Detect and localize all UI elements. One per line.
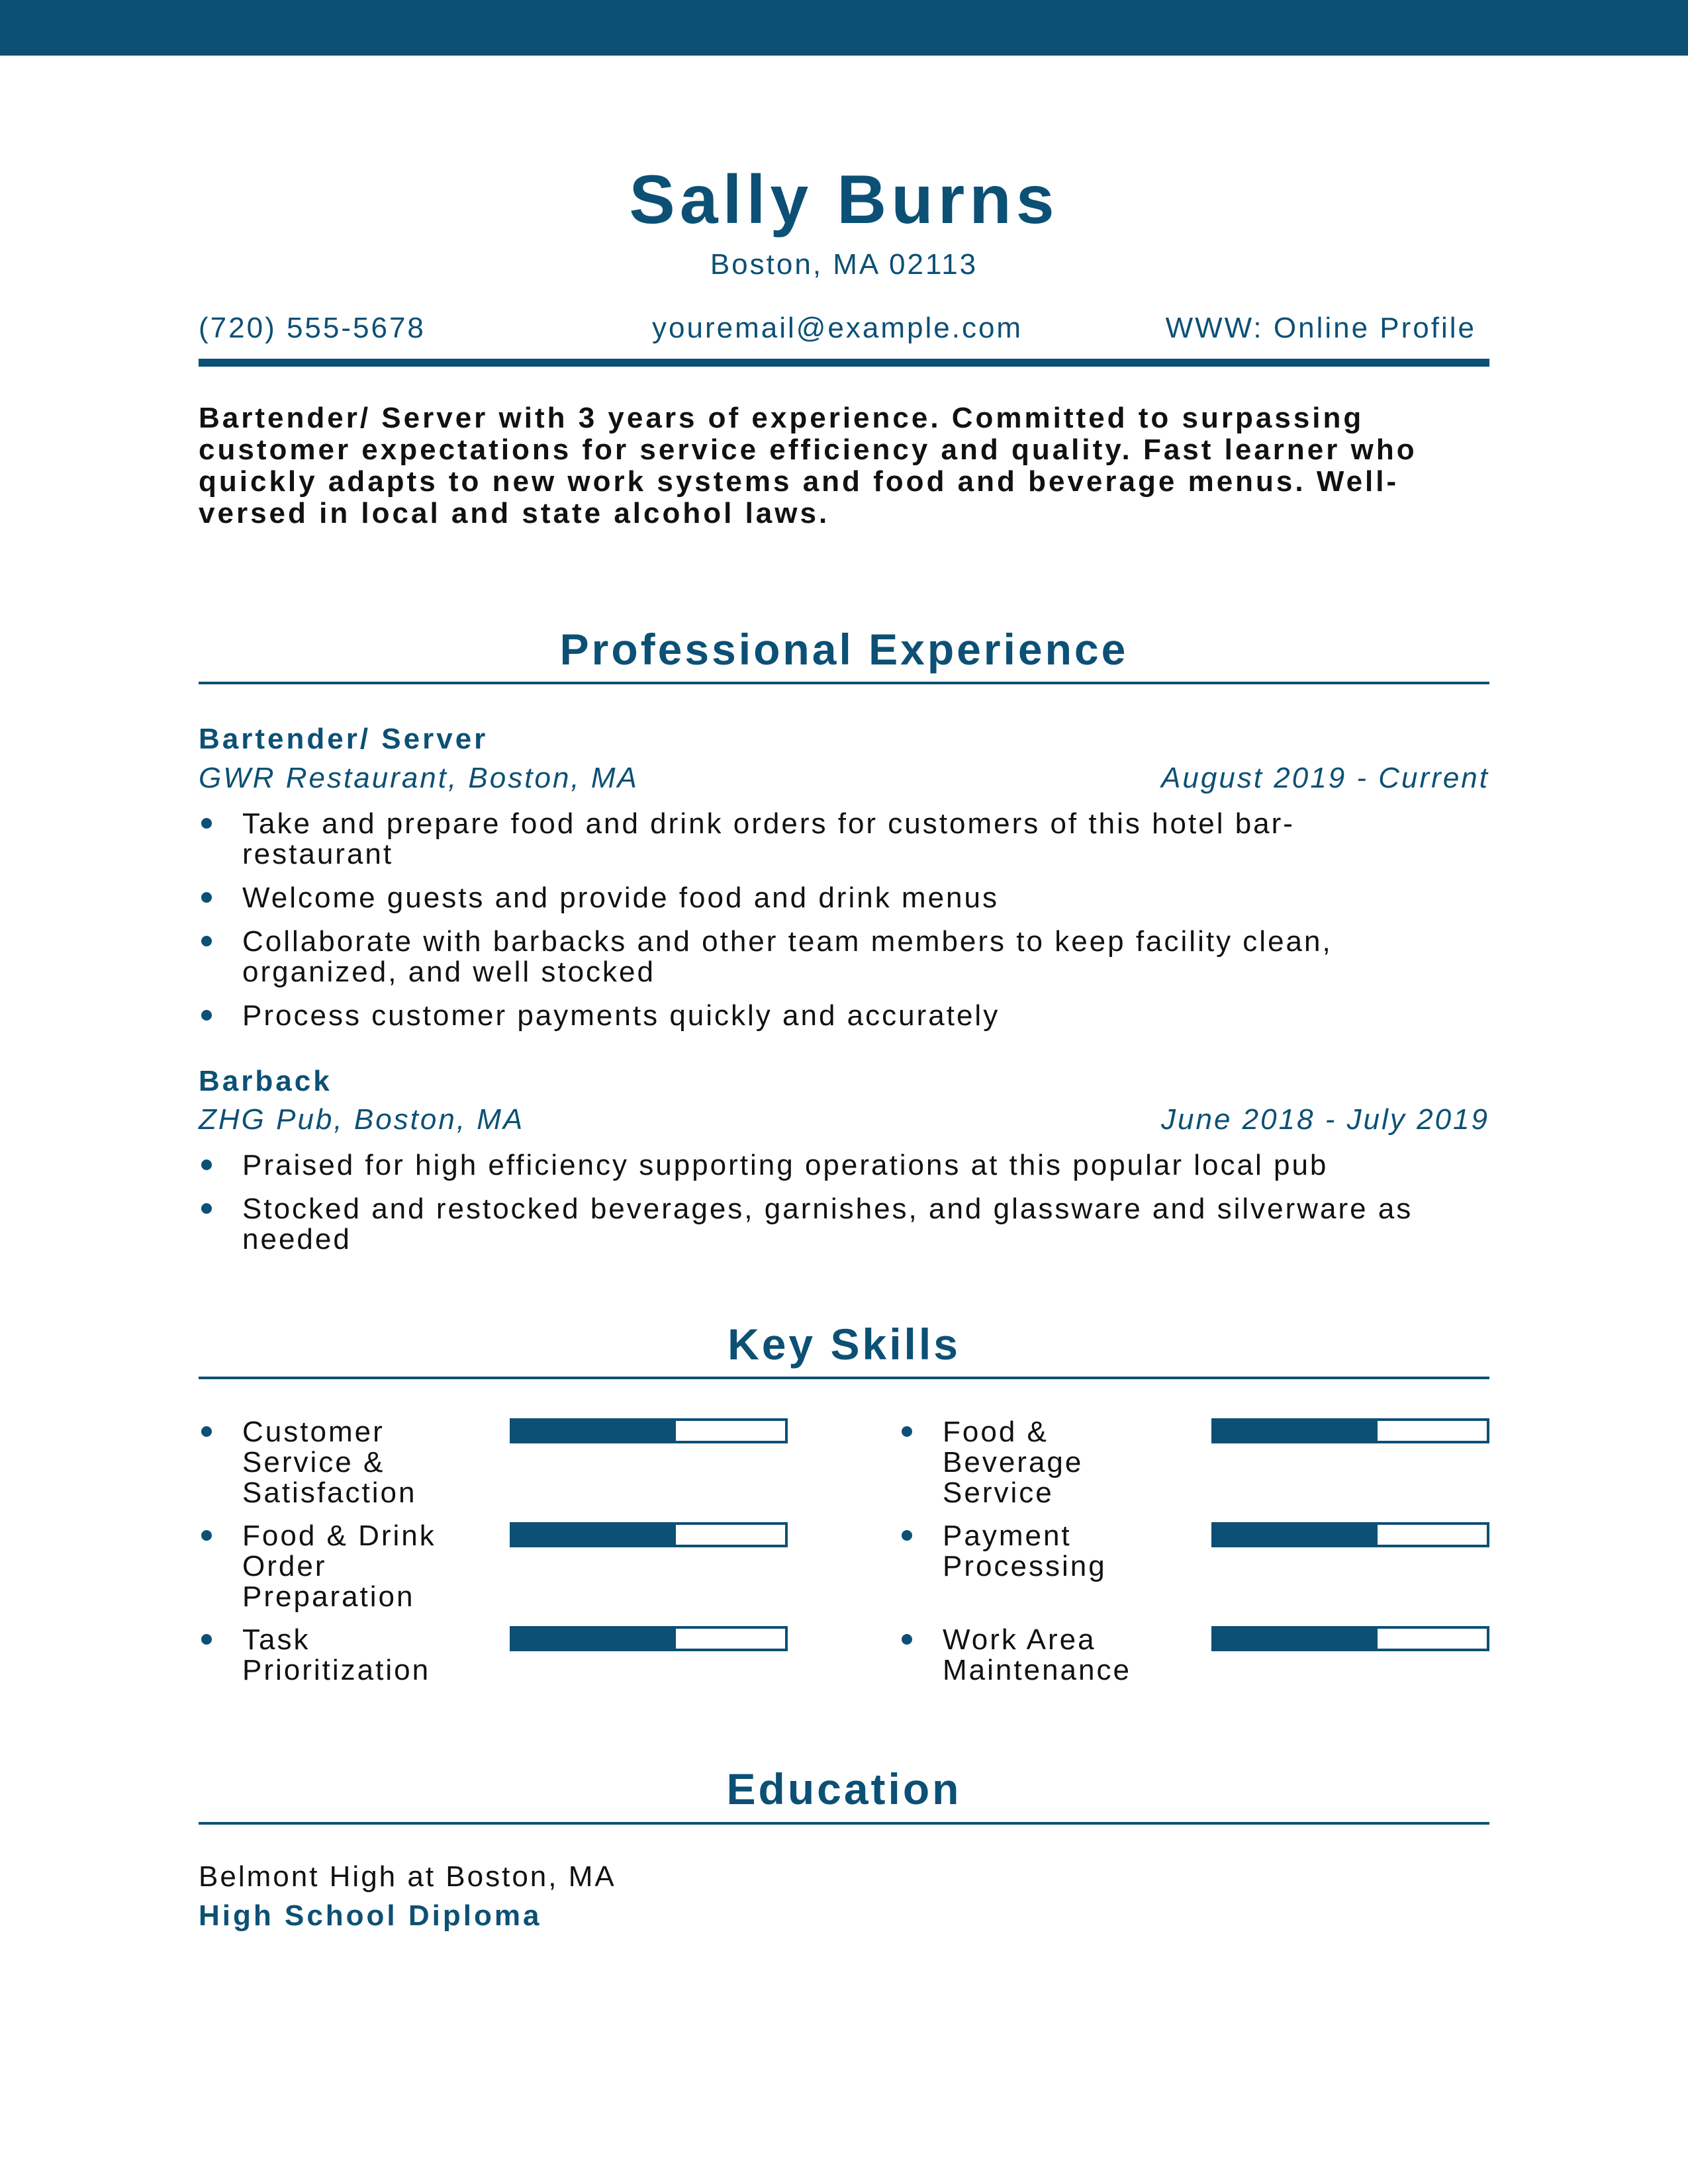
- skill-label: Food & Drink Order Preparation: [199, 1521, 494, 1612]
- education-school: Belmont High at Boston, MA: [199, 1860, 616, 1893]
- job-duties-list: [199, 1150, 1489, 1268]
- skill-level-bar: [1211, 1626, 1489, 1651]
- job-dates: August 2019 - Current: [1161, 762, 1489, 794]
- job-title: Barback: [199, 1065, 332, 1097]
- skill-label: Work Area Maintenance: [899, 1625, 1194, 1686]
- education-section-title: Education: [726, 1764, 962, 1813]
- skill-level-fill: [1214, 1525, 1378, 1545]
- skill-level-bar: [510, 1418, 788, 1443]
- bullet-icon: [201, 892, 212, 903]
- online-profile-link[interactable]: WWW: Online Profile: [1165, 312, 1476, 344]
- bullet-icon: [201, 1634, 212, 1645]
- bullet-icon: [902, 1634, 912, 1645]
- bullet-icon: [201, 1160, 212, 1170]
- header-divider: [199, 359, 1489, 367]
- skill-label: Payment Processing: [899, 1521, 1194, 1582]
- skill-level-bar: [1211, 1418, 1489, 1443]
- bullet-icon: [201, 1426, 212, 1437]
- skill-level-fill: [512, 1525, 676, 1545]
- experience-divider: [199, 682, 1489, 684]
- job-dates: June 2018 - July 2019: [1161, 1103, 1489, 1136]
- bullet-icon: [201, 818, 212, 829]
- top-accent-bar: [0, 0, 1688, 56]
- bullet-icon: [201, 1530, 212, 1541]
- bullet-icon: [201, 936, 212, 946]
- education-degree: High School Diploma: [199, 1899, 542, 1932]
- email-address[interactable]: youremail@example.com: [652, 312, 1023, 344]
- bullet-icon: [902, 1530, 912, 1541]
- phone-number: (720) 555-5678: [199, 312, 426, 344]
- list-item: Take and prepare food and drink orders for customers of this hotel bar-restaurant: [199, 809, 1354, 870]
- skill-label: Customer Service & Satisfaction: [199, 1417, 494, 1508]
- skills-section-title: Key Skills: [727, 1320, 961, 1369]
- skill-level-fill: [512, 1629, 676, 1649]
- list-item: Praised for high efficiency supporting operations at this popular local pub: [199, 1150, 1489, 1181]
- skill-level-fill: [512, 1421, 676, 1441]
- professional-summary: Bartender/ Server with 3 years of experience. Committed to surpassing customer expectations for service efficiency and quality. Fast learner who quickly adapts to new work systems and food and beverage menus. Well-versed in local and state alcohol laws.: [199, 402, 1417, 529]
- job-duties-list: [199, 809, 1489, 1044]
- experience-section-title: Professional Experience: [559, 625, 1129, 674]
- list-item: Stocked and restocked beverages, garnishes, and glassware and silverware as needed: [199, 1194, 1500, 1255]
- job-title: Bartender/ Server: [199, 723, 489, 755]
- skill-level-bar: [510, 1522, 788, 1547]
- list-item: Process customer payments quickly and accurately: [199, 1001, 1489, 1031]
- list-item: Collaborate with barbacks and other team members to keep facility clean, organized, and well stocked: [199, 927, 1474, 987]
- bullet-icon: [902, 1426, 912, 1437]
- skill-level-fill: [1214, 1629, 1378, 1649]
- job-company: ZHG Pub, Boston, MA: [199, 1103, 525, 1136]
- job-company: GWR Restaurant, Boston, MA: [199, 762, 639, 794]
- skill-label: Food & Beverage Service: [899, 1417, 1194, 1508]
- bullet-icon: [201, 1203, 212, 1214]
- candidate-address: Boston, MA 02113: [710, 248, 978, 281]
- skills-divider: [199, 1377, 1489, 1379]
- skill-level-fill: [1214, 1421, 1378, 1441]
- skill-level-bar: [1211, 1522, 1489, 1547]
- skill-level-bar: [510, 1626, 788, 1651]
- skill-label: Task Prioritization: [199, 1625, 494, 1686]
- list-item: Welcome guests and provide food and drink menus: [199, 883, 1489, 913]
- candidate-name: Sally Burns: [629, 161, 1059, 238]
- education-divider: [199, 1822, 1489, 1825]
- bullet-icon: [201, 1010, 212, 1021]
